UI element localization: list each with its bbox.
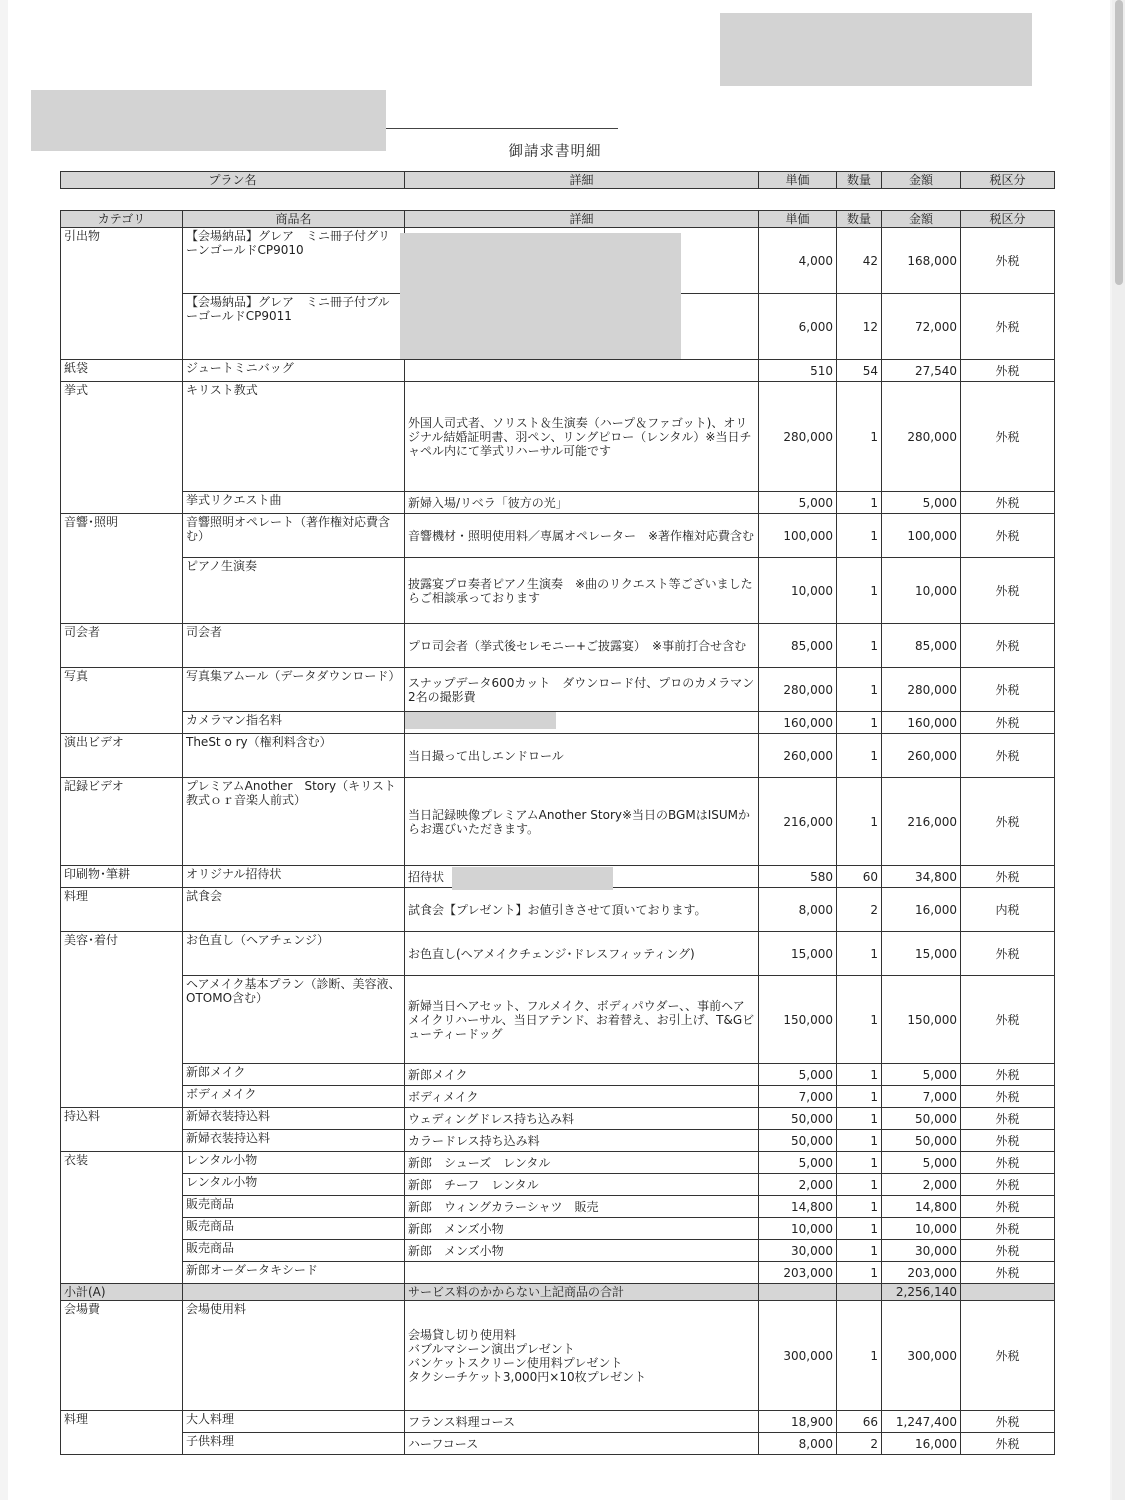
unit-price-cell: 2,000 (759, 1174, 837, 1196)
table-row (61, 1174, 1055, 1196)
table-row (61, 668, 1055, 712)
product-name-cell: 新婦衣装持込料 (183, 1108, 405, 1130)
category-cell: 記録ビデオ (61, 778, 183, 866)
tax-type-cell: 外税 (961, 1174, 1055, 1196)
amount-cell: 27,540 (882, 360, 961, 382)
quantity-cell: 1 (837, 778, 882, 866)
tax-type-cell: 外税 (961, 734, 1055, 778)
tax-type-cell: 内税 (961, 888, 1055, 932)
tax-type-cell: 外税 (961, 932, 1055, 976)
product-name-cell: 【会場納品】グレア ミニ冊子付グリーンゴールドCP9010 (183, 228, 405, 294)
tax-type-cell: 外税 (961, 1152, 1055, 1174)
quantity-cell: 1 (837, 558, 882, 624)
table-row (61, 1196, 1055, 1218)
detail-cell: スナップデータ600カット ダウンロード付、プロのカメラマン2名の撮影費 (405, 668, 759, 712)
tax-type-cell: 外税 (961, 514, 1055, 558)
unit-price-cell: 5,000 (759, 1152, 837, 1174)
amount-cell: 85,000 (882, 624, 961, 668)
product-name-cell: レンタル小物 (183, 1152, 405, 1174)
amount-cell: 100,000 (882, 514, 961, 558)
category-cell: 料理 (61, 888, 183, 932)
subtotal-amount: 2,256,140 (882, 1284, 961, 1301)
unit-price-cell: 280,000 (759, 382, 837, 492)
table-row (61, 1108, 1055, 1130)
amount-cell: 30,000 (882, 1240, 961, 1262)
detail-cell: 新婦当日ヘアセット、フルメイク、ボディパウダー、、事前ヘアメイクリハーサル、当日アテンド、お着替え、お引上げ、T&Gビューティードッグ (405, 976, 759, 1064)
product-name-cell: ボディメイク (183, 1086, 405, 1108)
product-name-cell: 会場使用料 (183, 1301, 405, 1411)
product-name-cell: 販売商品 (183, 1196, 405, 1218)
tax-type-cell: 外税 (961, 558, 1055, 624)
detail-cell: 招待状 (405, 866, 759, 888)
tax-type-cell: 外税 (961, 1130, 1055, 1152)
redaction-block (400, 233, 681, 359)
quantity-cell: 1 (837, 1174, 882, 1196)
unit-price-cell: 7,000 (759, 1086, 837, 1108)
tax-type-cell: 外税 (961, 1433, 1055, 1455)
tax-type-cell: 外税 (961, 976, 1055, 1064)
detail-cell: ハーフコース (405, 1433, 759, 1455)
amount-cell: 216,000 (882, 778, 961, 866)
detail-cell: フランス料理コース (405, 1411, 759, 1433)
product-name-cell: 試食会 (183, 888, 405, 932)
tax-type-cell: 外税 (961, 382, 1055, 492)
category-cell: 挙式 (61, 382, 183, 514)
amount-cell: 160,000 (882, 712, 961, 734)
quantity-cell: 2 (837, 1433, 882, 1455)
quantity-cell: 1 (837, 1108, 882, 1130)
unit-price-cell: 8,000 (759, 1433, 837, 1455)
amount-cell: 1,247,400 (882, 1411, 961, 1433)
unit-price-cell: 4,000 (759, 228, 837, 294)
amount-cell: 260,000 (882, 734, 961, 778)
detail-cell: 新郎 シューズ レンタル (405, 1152, 759, 1174)
column-header: 単価 (759, 211, 837, 228)
table-row (61, 1064, 1055, 1086)
table-row (61, 734, 1055, 778)
category-cell: 写真 (61, 668, 183, 734)
table-row (61, 712, 1055, 734)
unit-price-cell: 100,000 (759, 514, 837, 558)
quantity-cell: 1 (837, 382, 882, 492)
quantity-cell: 1 (837, 1130, 882, 1152)
quantity-cell: 42 (837, 228, 882, 294)
plan-header-cell: 単価 (759, 172, 837, 189)
quantity-cell: 1 (837, 1196, 882, 1218)
amount-cell: 300,000 (882, 1301, 961, 1411)
product-name-cell: レンタル小物 (183, 1174, 405, 1196)
unit-price-cell: 260,000 (759, 734, 837, 778)
column-header: カテゴリ (61, 211, 183, 228)
category-cell: 衣装 (61, 1152, 183, 1284)
category-cell: 演出ビデオ (61, 734, 183, 778)
tax-type-cell: 外税 (961, 1086, 1055, 1108)
detail-cell (405, 360, 759, 382)
unit-price-cell: 50,000 (759, 1108, 837, 1130)
amount-cell: 5,000 (882, 492, 961, 514)
quantity-cell: 1 (837, 1152, 882, 1174)
unit-price-cell: 10,000 (759, 558, 837, 624)
tax-type-cell: 外税 (961, 778, 1055, 866)
category-cell: 音響･照明 (61, 514, 183, 624)
unit-price-cell: 8,000 (759, 888, 837, 932)
detail-cell: 新郎 チーフ レンタル (405, 1174, 759, 1196)
table-row (61, 624, 1055, 668)
tax-type-cell: 外税 (961, 294, 1055, 360)
table-row (61, 932, 1055, 976)
quantity-cell: 1 (837, 1218, 882, 1240)
quantity-cell: 54 (837, 360, 882, 382)
table-row (61, 492, 1055, 514)
tax-type-cell: 外税 (961, 1262, 1055, 1284)
plan-table (60, 171, 1055, 189)
product-name-cell: キリスト教式 (183, 382, 405, 492)
plan-header-row (61, 172, 1055, 189)
amount-cell: 50,000 (882, 1130, 961, 1152)
redaction-block (405, 712, 556, 729)
unit-price-cell: 203,000 (759, 1262, 837, 1284)
quantity-cell: 1 (837, 1262, 882, 1284)
amount-cell: 280,000 (882, 382, 961, 492)
column-header: 詳細 (405, 211, 759, 228)
empty-cell (183, 1284, 405, 1301)
table-row (61, 1130, 1055, 1152)
table-row (61, 514, 1055, 558)
category-cell: 美容･着付 (61, 932, 183, 1108)
amount-cell: 16,000 (882, 888, 961, 932)
product-name-cell: 新婦衣装持込料 (183, 1130, 405, 1152)
table-row (61, 1218, 1055, 1240)
unit-price-cell: 150,000 (759, 976, 837, 1064)
product-name-cell: オリジナル招待状 (183, 866, 405, 888)
table-row (61, 558, 1055, 624)
redaction-block (452, 867, 613, 890)
column-header: 商品名 (183, 211, 405, 228)
product-name-cell: TheSt o ry（権利料含む） (183, 734, 405, 778)
table-row (61, 888, 1055, 932)
empty-cell (837, 1284, 882, 1301)
unit-price-cell: 280,000 (759, 668, 837, 712)
amount-cell: 16,000 (882, 1433, 961, 1455)
detail-cell: 披露宴プロ奏者ピアノ生演奏 ※曲のリクエスト等ございましたらご相談承っております (405, 558, 759, 624)
plan-header-cell: 金額 (882, 172, 961, 189)
empty-cell (961, 1284, 1055, 1301)
product-name-cell: ピアノ生演奏 (183, 558, 405, 624)
product-name-cell: 販売商品 (183, 1218, 405, 1240)
tax-type-cell: 外税 (961, 492, 1055, 514)
quantity-cell: 1 (837, 492, 882, 514)
table-row (61, 1240, 1055, 1262)
amount-cell: 7,000 (882, 1086, 961, 1108)
detail-cell: 会場貸し切り使用料 バブルマシーン演出プレゼント バンケットスクリーン使用料プレゼント タクシーチケット3,000円×10枚プレゼント (405, 1301, 759, 1411)
quantity-cell: 1 (837, 976, 882, 1064)
category-cell: 司会者 (61, 624, 183, 668)
product-name-cell: 写真集アムール（データダウンロード） (183, 668, 405, 712)
amount-cell: 150,000 (882, 976, 961, 1064)
product-name-cell: 新郎メイク (183, 1064, 405, 1086)
category-cell: 紙袋 (61, 360, 183, 382)
product-name-cell: 大人料理 (183, 1411, 405, 1433)
subtotal-row (61, 1284, 1055, 1301)
detail-cell: 新郎メイク (405, 1064, 759, 1086)
column-header: 税区分 (961, 211, 1055, 228)
amount-cell: 34,800 (882, 866, 961, 888)
quantity-cell: 2 (837, 888, 882, 932)
category-cell: 料理 (61, 1411, 183, 1455)
amount-cell: 203,000 (882, 1262, 961, 1284)
amount-cell: 10,000 (882, 1218, 961, 1240)
quantity-cell: 1 (837, 514, 882, 558)
detail-cell (405, 1262, 759, 1284)
product-name-cell: お色直し（ヘアチェンジ） (183, 932, 405, 976)
unit-price-cell: 510 (759, 360, 837, 382)
scrollbar-thumb[interactable] (1115, 0, 1123, 285)
detail-cell: 新郎 メンズ小物 (405, 1218, 759, 1240)
tax-type-cell: 外税 (961, 1196, 1055, 1218)
table-row (61, 360, 1055, 382)
product-name-cell: プレミアムAnother Story（キリスト教式ｏｒ音楽人前式） (183, 778, 405, 866)
plan-header-cell: 税区分 (961, 172, 1055, 189)
detail-cell: 当日撮って出しエンドロール (405, 734, 759, 778)
page-title: 御請求書明細 (508, 144, 602, 160)
plan-header-cell: 数量 (837, 172, 882, 189)
amount-cell: 10,000 (882, 558, 961, 624)
quantity-cell: 1 (837, 712, 882, 734)
amount-cell: 168,000 (882, 228, 961, 294)
detail-cell: ウェディングドレス持ち込み料 (405, 1108, 759, 1130)
unit-price-cell: 6,000 (759, 294, 837, 360)
quantity-cell: 1 (837, 1064, 882, 1086)
detail-cell: カラードレス持ち込み料 (405, 1130, 759, 1152)
quantity-cell: 60 (837, 866, 882, 888)
unit-price-cell: 10,000 (759, 1218, 837, 1240)
empty-cell (759, 1284, 837, 1301)
quantity-cell: 12 (837, 294, 882, 360)
underline (386, 128, 618, 129)
table-row (61, 778, 1055, 866)
plan-header-cell: プラン名 (61, 172, 405, 189)
unit-price-cell: 15,000 (759, 932, 837, 976)
detail-cell: 新郎 ウィングカラーシャツ 販売 (405, 1196, 759, 1218)
tax-type-cell: 外税 (961, 1240, 1055, 1262)
unit-price-cell: 580 (759, 866, 837, 888)
unit-price-cell: 50,000 (759, 1130, 837, 1152)
product-name-cell: 新郎オーダータキシード (183, 1262, 405, 1284)
redaction-block (720, 13, 1032, 86)
tax-type-cell: 外税 (961, 712, 1055, 734)
tax-type-cell: 外税 (961, 1411, 1055, 1433)
quantity-cell: 1 (837, 1301, 882, 1411)
table-row (61, 1086, 1055, 1108)
category-cell: 持込料 (61, 1108, 183, 1152)
tax-type-cell: 外税 (961, 668, 1055, 712)
unit-price-cell: 18,900 (759, 1411, 837, 1433)
category-cell: 会場費 (61, 1301, 183, 1411)
tax-type-cell: 外税 (961, 1108, 1055, 1130)
table-row (61, 1433, 1055, 1455)
subtotal-label: 小計(A) (61, 1284, 183, 1301)
tax-type-cell: 外税 (961, 228, 1055, 294)
column-header: 数量 (837, 211, 882, 228)
product-name-cell: カメラマン指名料 (183, 712, 405, 734)
items-header-row (61, 211, 1055, 228)
column-header: 金額 (882, 211, 961, 228)
unit-price-cell: 14,800 (759, 1196, 837, 1218)
table-row (61, 382, 1055, 492)
table-row (61, 1411, 1055, 1433)
amount-cell: 2,000 (882, 1174, 961, 1196)
quantity-cell: 66 (837, 1411, 882, 1433)
table-row (61, 1301, 1055, 1411)
tax-type-cell: 外税 (961, 360, 1055, 382)
quantity-cell: 1 (837, 668, 882, 712)
detail-cell: 当日記録映像プレミアムAnother Story※当日のBGMはISUMからお選びいただきます。 (405, 778, 759, 866)
table-row (61, 1152, 1055, 1174)
items-table (60, 210, 1055, 1455)
detail-cell: 新婦入場/リベラ「彼方の光」 (405, 492, 759, 514)
product-name-cell: ヘアメイク基本プラン（診断、美容液、OTOMO含む） (183, 976, 405, 1064)
table-row (61, 976, 1055, 1064)
detail-cell: お色直し(ヘアメイクチェンジ･ドレスフィッティング) (405, 932, 759, 976)
amount-cell: 280,000 (882, 668, 961, 712)
amount-cell: 50,000 (882, 1108, 961, 1130)
unit-price-cell: 160,000 (759, 712, 837, 734)
unit-price-cell: 300,000 (759, 1301, 837, 1411)
subtotal-detail: サービス料のかからない上記商品の合計 (405, 1284, 759, 1301)
tax-type-cell: 外税 (961, 1301, 1055, 1411)
amount-cell: 72,000 (882, 294, 961, 360)
unit-price-cell: 85,000 (759, 624, 837, 668)
category-cell: 引出物 (61, 228, 183, 360)
product-name-cell: 販売商品 (183, 1240, 405, 1262)
quantity-cell: 1 (837, 1086, 882, 1108)
product-name-cell: 挙式リクエスト曲 (183, 492, 405, 514)
quantity-cell: 1 (837, 734, 882, 778)
category-cell: 印刷物･筆耕 (61, 866, 183, 888)
tax-type-cell: 外税 (961, 1064, 1055, 1086)
detail-cell: 試食会【プレゼント】お値引きさせて頂いております。 (405, 888, 759, 932)
table-row (61, 1262, 1055, 1284)
unit-price-cell: 216,000 (759, 778, 837, 866)
redaction-block (31, 90, 386, 151)
detail-cell: 音響機材・照明使用料／専属オペレーター ※著作権対応費含む (405, 514, 759, 558)
unit-price-cell: 30,000 (759, 1240, 837, 1262)
product-name-cell: 【会場納品】グレア ミニ冊子付ブルーゴールドCP9011 (183, 294, 405, 360)
quantity-cell: 1 (837, 932, 882, 976)
amount-cell: 5,000 (882, 1064, 961, 1086)
detail-cell: プロ司会者（挙式後セレモニー+ご披露宴） ※事前打合せ含む (405, 624, 759, 668)
quantity-cell: 1 (837, 1240, 882, 1262)
product-name-cell: 司会者 (183, 624, 405, 668)
tax-type-cell: 外税 (961, 1218, 1055, 1240)
product-name-cell: 子供料理 (183, 1433, 405, 1455)
tax-type-cell: 外税 (961, 866, 1055, 888)
tax-type-cell: 外税 (961, 624, 1055, 668)
detail-cell: ボディメイク (405, 1086, 759, 1108)
amount-cell: 15,000 (882, 932, 961, 976)
product-name-cell: ジュートミニバッグ (183, 360, 405, 382)
detail-cell: 新郎 メンズ小物 (405, 1240, 759, 1262)
plan-header-cell: 詳細 (405, 172, 759, 189)
amount-cell: 14,800 (882, 1196, 961, 1218)
product-name-cell: 音響照明オペレート（著作権対応費含む） (183, 514, 405, 558)
detail-cell: 外国人司式者、ソリスト＆生演奏（ハープ＆ファゴット)、オリジナル結婚証明書、羽ペン、リングピロー（レンタル）※当日チャペル内にて挙式リハーサル可能です (405, 382, 759, 492)
unit-price-cell: 5,000 (759, 492, 837, 514)
quantity-cell: 1 (837, 624, 882, 668)
amount-cell: 5,000 (882, 1152, 961, 1174)
unit-price-cell: 5,000 (759, 1064, 837, 1086)
